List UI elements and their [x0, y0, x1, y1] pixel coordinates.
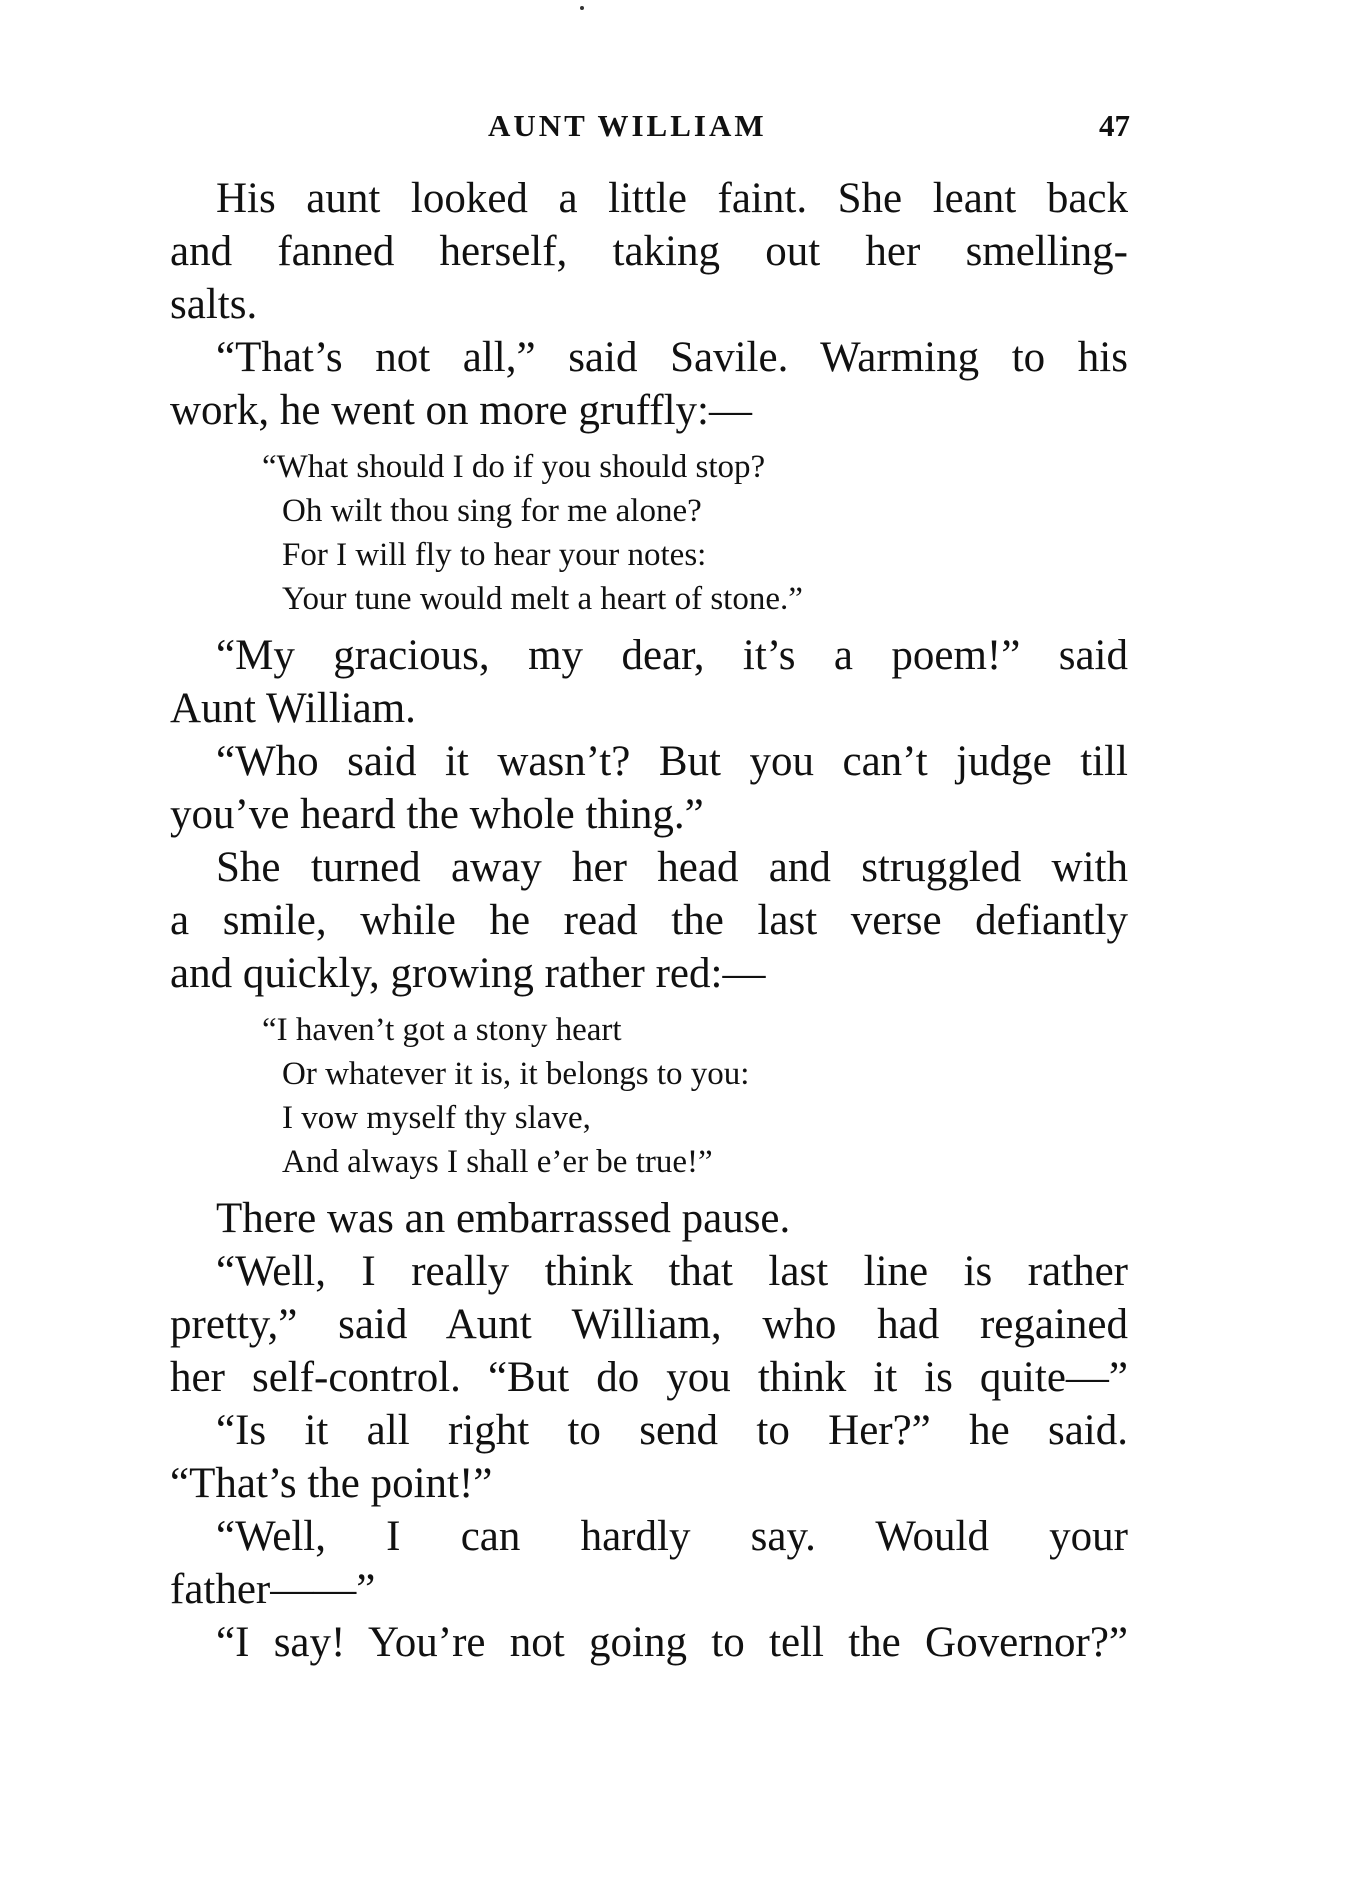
- paragraph: [170, 1404, 1128, 1510]
- text-line: “Is it all right to send to Her?” he said.: [216, 1407, 1128, 1454]
- paragraph: [170, 1245, 1128, 1404]
- paragraph: [170, 1510, 1128, 1616]
- text-line: her self-control. “But do you think it is quite—”: [170, 1354, 1128, 1401]
- verse-line: Your tune would melt a heart of stone.”: [282, 581, 803, 617]
- text-line: “That’s not all,” said Savile. Warming to his: [216, 334, 1128, 381]
- verse-line: “I haven’t got a stony heart: [262, 1012, 622, 1048]
- text-line: and quickly, growing rather red:—: [170, 950, 766, 997]
- verse-line: I vow myself thy slave,: [282, 1100, 591, 1136]
- page-number: 47: [1099, 108, 1130, 143]
- paragraph: [170, 629, 1128, 735]
- verse-block: [262, 445, 1128, 621]
- text-line: “My gracious, my dear, it’s a poem!” said: [216, 632, 1128, 679]
- text-line: pretty,” said Aunt William, who had regained: [170, 1301, 1128, 1348]
- text-line: “Well, I really think that last line is rather: [216, 1248, 1128, 1295]
- paragraph: [170, 331, 1128, 437]
- verse-line: For I will fly to hear your notes:: [282, 537, 707, 573]
- text-line: His aunt looked a little faint. She leant back: [216, 175, 1128, 222]
- verse-line: And always I shall e’er be true!”: [282, 1144, 713, 1180]
- page-header: [170, 108, 1130, 148]
- text-line: father——”: [170, 1566, 376, 1613]
- running-title: AUNT WILLIAM: [488, 108, 767, 143]
- text-line: Aunt William.: [170, 685, 416, 732]
- text-line: you’ve heard the whole thing.”: [170, 791, 704, 838]
- paragraph: [170, 172, 1128, 331]
- ink-speck: [580, 6, 584, 10]
- text-line: “Who said it wasn’t? But you can’t judge till: [216, 738, 1128, 785]
- text-line: She turned away her head and struggled with: [216, 844, 1128, 891]
- text-line: a smile, while he read the last verse defiantly: [170, 897, 1128, 944]
- paragraph: [170, 1192, 1128, 1245]
- verse-line: Oh wilt thou sing for me alone?: [282, 493, 702, 529]
- text-line: There was an embarrassed pause.: [216, 1195, 791, 1242]
- page-body: [170, 172, 1128, 1669]
- verse-line: Or whatever it is, it belongs to you:: [282, 1056, 750, 1092]
- verse-block: [262, 1008, 1128, 1184]
- verse-line: “What should I do if you should stop?: [262, 449, 766, 485]
- paragraph: [170, 841, 1128, 1000]
- text-line: “I say! You’re not going to tell the Governor?”: [216, 1619, 1128, 1666]
- text-line: “That’s the point!”: [170, 1460, 493, 1507]
- text-line: work, he went on more gruffly:—: [170, 387, 752, 434]
- text-line: salts.: [170, 281, 258, 328]
- paragraph: [170, 1616, 1128, 1669]
- text-line: and fanned herself, taking out her smelling-: [170, 228, 1128, 275]
- text-line: “Well, I can hardly say. Would your: [216, 1513, 1128, 1560]
- paragraph: [170, 735, 1128, 841]
